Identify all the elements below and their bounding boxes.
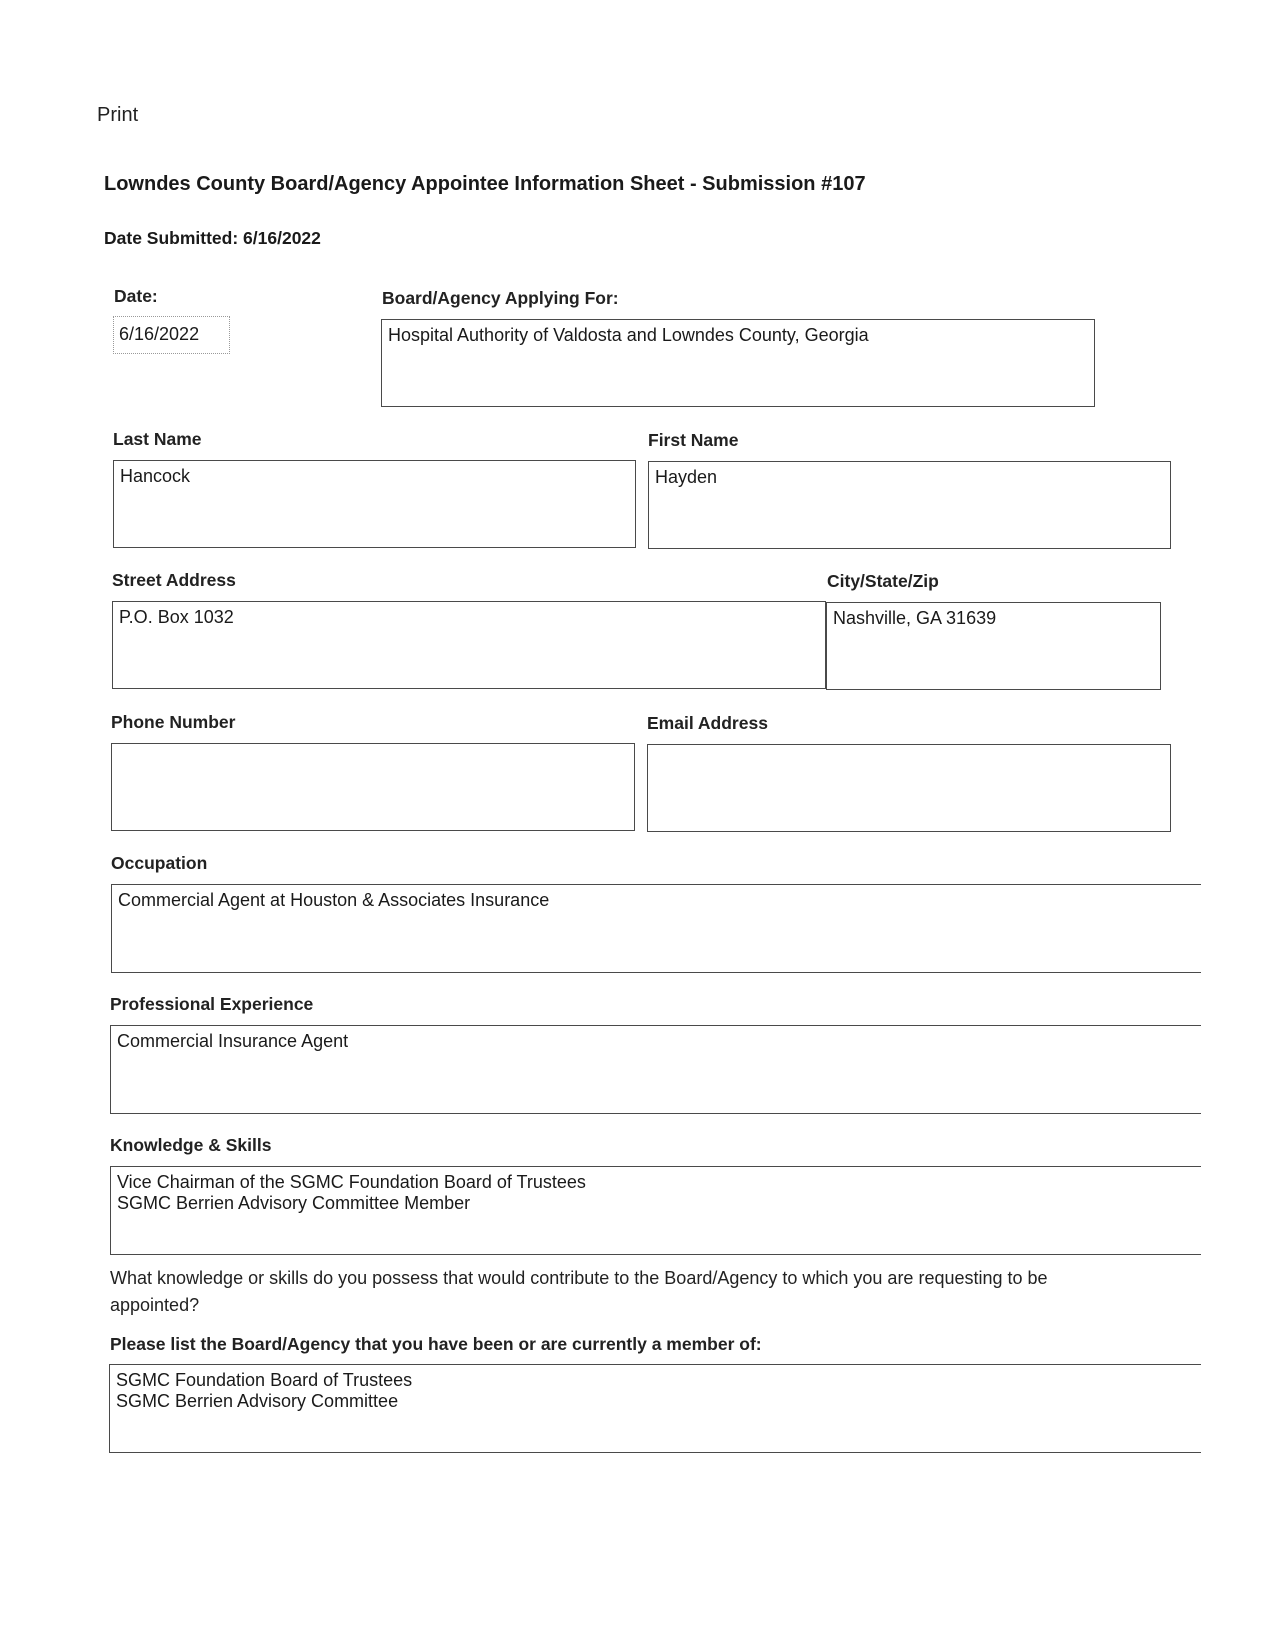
skills-label: Knowledge & Skills	[110, 1135, 272, 1155]
date-field[interactable]: 6/16/2022	[113, 316, 230, 354]
board-field[interactable]: Hospital Authority of Valdosta and Lowndes County, Georgia	[381, 319, 1095, 407]
city-state-zip-label: City/State/Zip	[827, 571, 939, 591]
memberships-label: Please list the Board/Agency that you have been or are currently a member of:	[110, 1334, 762, 1354]
form-title: Lowndes County Board/Agency Appointee Information Sheet - Submission #107	[104, 173, 866, 195]
skills-field[interactable]: Vice Chairman of the SGMC Foundation Board of Trustees SGMC Berrien Advisory Committee Member	[110, 1166, 1201, 1255]
first-name-label: First Name	[648, 430, 739, 450]
experience-field[interactable]: Commercial Insurance Agent	[110, 1025, 1201, 1114]
date-submitted: Date Submitted: 6/16/2022	[104, 228, 321, 248]
phone-label: Phone Number	[111, 712, 236, 732]
date-label: Date:	[114, 286, 158, 306]
memberships-field[interactable]: SGMC Foundation Board of Trustees SGMC Berrien Advisory Committee	[109, 1364, 1201, 1453]
experience-label: Professional Experience	[110, 994, 314, 1014]
last-name-label: Last Name	[113, 429, 202, 449]
phone-field[interactable]	[111, 743, 635, 831]
street-address-label: Street Address	[112, 570, 236, 590]
occupation-field[interactable]: Commercial Agent at Houston & Associates Insurance	[111, 884, 1201, 973]
occupation-label: Occupation	[111, 853, 208, 873]
last-name-field[interactable]: Hancock	[113, 460, 636, 548]
first-name-field[interactable]: Hayden	[648, 461, 1171, 549]
board-label: Board/Agency Applying For:	[382, 288, 619, 308]
street-address-field[interactable]: P.O. Box 1032	[112, 601, 826, 689]
print-link[interactable]: Print	[97, 104, 139, 126]
city-state-zip-field[interactable]: Nashville, GA 31639	[826, 602, 1161, 690]
email-field[interactable]	[647, 744, 1171, 832]
skills-help-text: What knowledge or skills do you possess that would contribute to the Board/Agency to which you are requesting to be appointed?	[110, 1268, 1048, 1315]
email-label: Email Address	[647, 713, 768, 733]
